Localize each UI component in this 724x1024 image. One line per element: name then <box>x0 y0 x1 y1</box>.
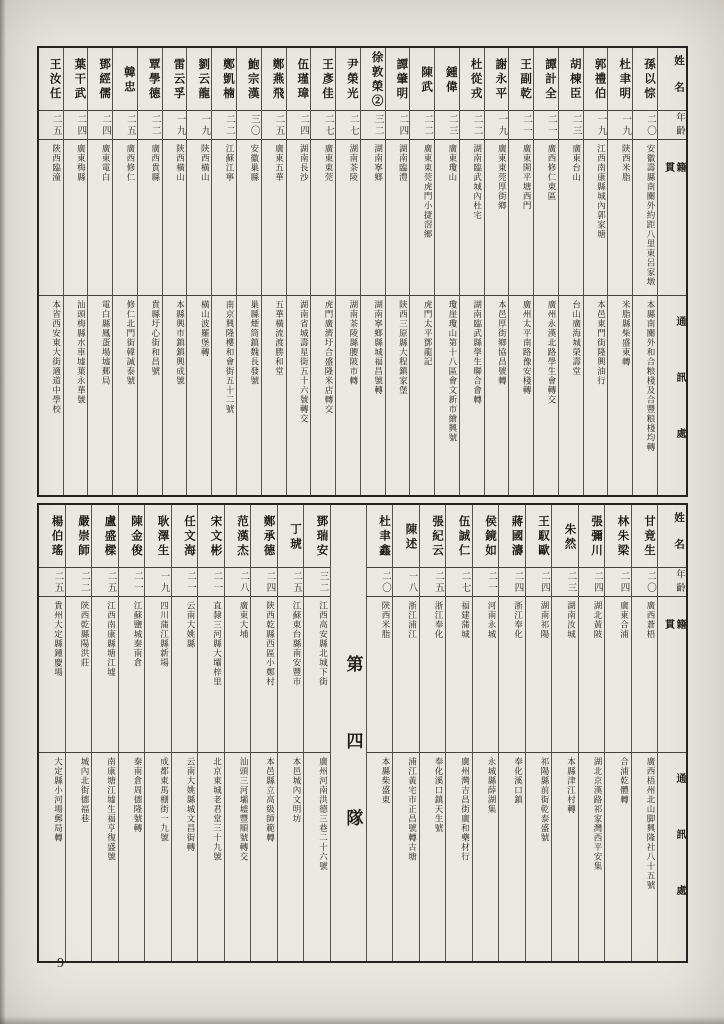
person-column <box>633 48 658 495</box>
person-native: 廣西貴縣 <box>138 140 162 296</box>
person-address: 虎門廣濟圩合盛隆米店轉交 <box>324 300 335 414</box>
person-age: 二一 <box>198 568 224 597</box>
person-column <box>66 505 93 961</box>
person-address: 本縣津江村轉 <box>566 757 577 814</box>
person-address: 貴縣圩心街和昌號 <box>150 300 161 376</box>
person-column <box>212 48 237 495</box>
person-address: 廣州灣吉昌街廣和藥材行 <box>460 757 471 862</box>
person-name: 朱然 <box>552 505 578 568</box>
person-native: 河南永城 <box>473 597 499 753</box>
person-address: 廣州太平南路豫安棧轉 <box>522 300 533 395</box>
person-native: 湖南寧鄉 <box>361 140 385 296</box>
person-address: 祁陽縣前街乾泰盛號 <box>540 757 550 843</box>
person-name: 宋文彬 <box>198 505 224 568</box>
person-address: 本邑東門街隆興油行 <box>596 300 607 386</box>
person-column <box>608 48 633 495</box>
page-number: 9 <box>57 956 64 971</box>
person-column <box>410 48 435 495</box>
person-native: 四川蒲江縣新場 <box>145 597 171 753</box>
person-column <box>251 505 278 961</box>
person-column <box>145 505 172 961</box>
person-name: 蔣國濤 <box>499 505 525 568</box>
person-age: 一九 <box>187 111 211 140</box>
person-name: 侯鏡如 <box>473 505 499 568</box>
person-name: 杜聿鑫 <box>367 505 393 568</box>
person-address: 本邑厚街鄉協昌號轉 <box>497 300 508 386</box>
person-column <box>287 48 312 495</box>
person-native: 安徽壽縣南關外約距八里東呂家墩 <box>633 140 657 296</box>
person-column <box>460 48 485 495</box>
row-header-native: 籍貫 <box>658 597 686 753</box>
person-name: 劉云龍 <box>187 48 211 111</box>
person-age: 一九 <box>145 568 171 597</box>
person-native: 廣東電白 <box>88 140 112 296</box>
person-native: 廣東梅縣 <box>64 140 88 296</box>
row-header-address: 通訊處 <box>674 773 685 941</box>
person-address: 汕頭梅縣水車墟葉永華號 <box>76 300 87 405</box>
person-name: 鄧瑞安 <box>304 505 330 568</box>
person-name: 鄭凱楠 <box>212 48 236 111</box>
person-name: 鄧經儒 <box>88 48 112 111</box>
person-name: 覃學德 <box>138 48 162 111</box>
person-column <box>225 505 252 961</box>
person-age: 二一 <box>172 568 198 597</box>
person-age: 二七 <box>311 111 335 140</box>
person-age: 二二 <box>460 111 484 140</box>
person-address: 南康塘江墟生福亨復盛號 <box>106 757 117 862</box>
person-column <box>64 48 89 495</box>
person-name: 鍾偉 <box>435 48 459 111</box>
person-native: 直隸三河縣大壩梓里 <box>198 597 224 753</box>
person-age: 二四 <box>64 111 88 140</box>
person-address: 台山廣海城榮壽堂 <box>571 300 582 376</box>
person-age: 二四 <box>251 568 277 597</box>
person-name: 王汝任 <box>39 48 63 111</box>
person-name: 范漢杰 <box>225 505 251 568</box>
person-age: 二二 <box>66 568 92 597</box>
person-native: 陝西米脂 <box>367 597 393 753</box>
person-address: 本縣柴盛東 <box>381 757 391 805</box>
person-age: 二四 <box>499 568 525 597</box>
person-address: 奉化溪口鎮天生號 <box>434 757 444 833</box>
person-address: 合浦乾體轉 <box>619 757 630 805</box>
person-native: 江西南康縣塘江墟 <box>92 597 118 753</box>
row-header-name: 姓名 <box>658 505 686 568</box>
person-native: 廣東五華 <box>262 140 286 296</box>
person-age: 二五 <box>278 568 304 597</box>
person-age: 二一 <box>534 111 558 140</box>
person-age: 二五 <box>39 568 65 597</box>
person-native: 廣東合浦 <box>605 597 631 753</box>
person-age: 二〇 <box>632 568 658 597</box>
person-name: 謝永平 <box>485 48 509 111</box>
person-native: 陝西橫山 <box>187 140 211 296</box>
person-age: 二四 <box>526 568 552 597</box>
person-age: 二七 <box>446 568 472 597</box>
person-address: 南京興隆樓和會街五十二號 <box>224 300 235 414</box>
row-header-age: 年齡 <box>658 568 686 597</box>
person-age: 二五 <box>262 111 286 140</box>
person-column <box>237 48 262 495</box>
person-native: 廣西修仁東區 <box>534 140 558 296</box>
person-column <box>361 48 386 495</box>
person-name: 王馭歐 <box>526 505 552 568</box>
person-age: 二二 <box>410 111 434 140</box>
person-native: 湖南茶陵 <box>336 140 360 296</box>
person-column <box>92 505 119 961</box>
person-name: 嚴崇師 <box>66 505 92 568</box>
person-address: 虎門太平鄧龍記 <box>423 300 434 367</box>
person-column <box>485 48 510 495</box>
person-name: 耿澤生 <box>145 505 171 568</box>
person-native: 廣東開平塘西門 <box>509 140 533 296</box>
person-address: 湖南寧鄉縣城福昌號轉 <box>373 300 384 395</box>
person-age: 二四 <box>88 111 112 140</box>
person-column <box>39 48 64 495</box>
person-age: 三二 <box>361 111 385 140</box>
person-age: 二四 <box>386 111 410 140</box>
company-divider-column <box>331 505 367 961</box>
person-native: 陝西乾縣西區小鄭村 <box>251 597 277 753</box>
person-native: 廣東東莞 <box>311 140 335 296</box>
person-address: 大定縣小河場郵局轉 <box>53 757 64 843</box>
person-age: 一八 <box>393 568 419 597</box>
person-name: 譚肇明 <box>386 48 410 111</box>
person-age: 二一 <box>509 111 533 140</box>
person-age: 二〇 <box>633 111 657 140</box>
person-name: 伍誠仁 <box>446 505 472 568</box>
person-address: 汕頭三河壩墟豐順號轉交 <box>239 757 249 862</box>
person-native: 湖南祁陽 <box>526 597 552 753</box>
person-address: 本邑縣立高級師範轉 <box>265 757 276 843</box>
person-native: 陝西米脂 <box>608 140 632 296</box>
person-column <box>605 505 632 961</box>
person-column <box>393 505 420 961</box>
person-address: 米脂縣柴盛東轉 <box>621 300 632 367</box>
person-native: 貴州大定縣鍾慶場 <box>39 597 65 753</box>
person-native: 江蘇東台縣南安豐市 <box>278 597 304 753</box>
person-column <box>632 505 659 961</box>
person-name: 王彥佳 <box>311 48 335 111</box>
person-column <box>119 505 146 961</box>
person-age: 二四 <box>287 111 311 140</box>
person-name: 張彌川 <box>579 505 605 568</box>
person-address: 湖南省城壽星街五十六號轉交 <box>299 300 310 424</box>
person-name: 陳金俊 <box>119 505 145 568</box>
person-address: 廣州永漢北路學生會轉交 <box>546 300 557 405</box>
person-name: 張紀云 <box>420 505 446 568</box>
person-age: 二五 <box>39 111 63 140</box>
person-native: 江蘇鹽城秦南倉 <box>119 597 145 753</box>
person-age: 二三 <box>435 111 459 140</box>
person-age: 二三 <box>552 568 578 597</box>
person-name: 胡棟臣 <box>559 48 583 111</box>
person-column <box>435 48 460 495</box>
person-address: 修仁北門街韓誠泰號 <box>125 300 136 386</box>
person-age: 二五 <box>92 568 118 597</box>
person-name: 譚計全 <box>534 48 558 111</box>
person-column <box>311 48 336 495</box>
person-age: 二二 <box>138 111 162 140</box>
person-name: 林朱梁 <box>605 505 631 568</box>
person-column <box>262 48 287 495</box>
person-name: 丁琥 <box>278 505 304 568</box>
person-column <box>198 505 225 961</box>
person-age: 一九 <box>584 111 608 140</box>
person-column <box>304 505 331 961</box>
person-name: 陳述 <box>393 505 419 568</box>
row-header-age: 年齡 <box>658 111 686 140</box>
person-age: 二五 <box>113 111 137 140</box>
person-name: 杜從戎 <box>460 48 484 111</box>
person-address: 橫山波羅堡轉 <box>200 300 211 357</box>
row-header-column <box>658 48 686 495</box>
person-column <box>579 505 606 961</box>
person-address: 北京東城老君堂三十九號 <box>212 757 223 862</box>
person-age: 三〇 <box>237 111 261 140</box>
person-name: 杜聿明 <box>608 48 632 111</box>
person-native: 廣西修仁 <box>113 140 137 296</box>
person-native: 湖南汝城 <box>552 597 578 753</box>
person-native: 廣東大埔 <box>225 597 251 753</box>
row-header-native: 籍貫 <box>658 140 686 296</box>
person-native: 陝西乾縣陽洪莊 <box>66 597 92 753</box>
person-address: 本縣南關外和合粮棧及合豐粮棧均轉 <box>646 300 656 452</box>
person-native: 浙江浦江 <box>393 597 419 753</box>
person-native: 廣東東莞虎門小捷滘鄉 <box>410 140 434 296</box>
person-age: 二四 <box>579 568 605 597</box>
person-column <box>386 48 411 495</box>
person-column <box>499 505 526 961</box>
roster-table-top <box>37 46 688 497</box>
person-age: 一九 <box>608 111 632 140</box>
person-column <box>446 505 473 961</box>
person-age: 三二 <box>304 568 330 597</box>
person-column <box>552 505 579 961</box>
person-age: 二一 <box>119 568 145 597</box>
person-name: 甘竟生 <box>632 505 658 568</box>
person-address: 秦南倉周德隆號轉 <box>133 757 143 833</box>
person-native: 廣東瓊山 <box>435 140 459 296</box>
company-divider-label: 第四隊 <box>343 655 363 886</box>
person-native: 安徽巢縣 <box>237 140 261 296</box>
person-address: 湖北京漢路祁家灣西平安集 <box>593 757 603 871</box>
person-column <box>88 48 113 495</box>
person-address: 成都東馬棚街一九號 <box>159 757 170 843</box>
person-name: 郭禮伯 <box>584 48 608 111</box>
person-name: 鮑宗漢 <box>237 48 261 111</box>
person-name: 韓忠 <box>113 48 137 111</box>
person-age: 二五 <box>420 568 446 597</box>
person-column <box>187 48 212 495</box>
person-native: 江西南康縣城內郭家塘 <box>584 140 608 296</box>
person-native: 福建蒲城 <box>446 597 472 753</box>
person-address: 云南大姚縣城文昌街轉 <box>186 757 196 852</box>
person-native: 廣西蒼梧 <box>632 597 658 753</box>
person-name: 鄭燕飛 <box>262 48 286 111</box>
person-address: 五華橫流渡勝和堂 <box>274 300 285 376</box>
person-native: 湖南長沙 <box>287 140 311 296</box>
person-column <box>138 48 163 495</box>
person-column <box>509 48 534 495</box>
person-column <box>584 48 609 495</box>
person-column <box>163 48 188 495</box>
person-age: 二八 <box>225 568 251 597</box>
person-age: 二〇 <box>367 568 393 597</box>
person-native: 江蘇江寧 <box>212 140 236 296</box>
person-column <box>534 48 559 495</box>
person-age: 一九 <box>163 111 187 140</box>
person-address: 廣西梧州北山脚興隆社八十五號 <box>646 757 656 890</box>
person-address: 奉化溪口鎮 <box>513 757 524 805</box>
roster-table-bottom <box>37 503 688 963</box>
person-native: 湖南臨武城內杜宅 <box>460 140 484 296</box>
person-native: 云南大姚縣 <box>172 597 198 753</box>
person-age: 二七 <box>336 111 360 140</box>
person-name: 楊伯瑤 <box>39 505 65 568</box>
person-name: 伍瑾璋 <box>287 48 311 111</box>
person-native: 廣東東莞厚街鄉 <box>485 140 509 296</box>
person-column <box>278 505 305 961</box>
person-address: 本省西安東大街適道中學校 <box>51 300 62 414</box>
person-name: 葉干武 <box>64 48 88 111</box>
person-column <box>559 48 584 495</box>
person-address: 浦江黃宅市正昌號轉古塘 <box>407 757 418 862</box>
person-column <box>172 505 199 961</box>
person-age: 二三 <box>559 111 583 140</box>
person-age: 二四 <box>605 568 631 597</box>
person-address: 電白縣鳳蛋場墟郵局 <box>101 300 112 386</box>
person-native: 陝西臨潼 <box>39 140 63 296</box>
person-name: 雷云孚 <box>163 48 187 111</box>
person-native: 湖南臨澧 <box>386 140 410 296</box>
person-name: 尹榮光 <box>336 48 360 111</box>
person-column <box>526 505 553 961</box>
person-address: 本邑城內文明坊 <box>292 757 302 824</box>
person-native: 江西高安縣北城下街 <box>304 597 330 753</box>
person-column <box>473 505 500 961</box>
person-address: 瓊崖瓊山第十八區會文新市繪興號 <box>447 300 458 443</box>
person-address: 城內北街德福巷 <box>80 757 90 824</box>
person-column <box>39 505 66 961</box>
person-address: 本縣興市鎮鎮興成號 <box>175 300 186 386</box>
person-address: 廣州河南洪德三巷二十六號 <box>318 757 329 871</box>
row-header-name: 姓名 <box>658 48 686 111</box>
person-column <box>367 505 394 961</box>
person-name: 鄭承德 <box>251 505 277 568</box>
person-address: 永城縣薛湖集 <box>487 757 497 814</box>
person-name: 孫以悰 <box>633 48 657 111</box>
person-name: 徐敦榮② <box>361 48 385 111</box>
person-column <box>420 505 447 961</box>
person-address: 巢縣煙筒鎮魏長發號 <box>249 300 260 386</box>
person-address: 湖南臨武縣學生聯合會轉 <box>472 300 483 405</box>
person-address: 陝西三原縣大程鎮家堡 <box>398 300 409 395</box>
person-name: 陳武 <box>410 48 434 111</box>
person-age: 二一 <box>473 568 499 597</box>
person-name: 任文海 <box>172 505 198 568</box>
person-column <box>336 48 361 495</box>
person-name: 盧盛樑 <box>92 505 118 568</box>
person-address: 湖南茶陵縣腰陂市轉 <box>348 300 359 386</box>
row-header-column <box>658 505 686 961</box>
person-column <box>113 48 138 495</box>
person-native: 浙江奉化 <box>499 597 525 753</box>
person-native: 浙江奉化 <box>420 597 446 753</box>
row-header-address: 通訊處 <box>674 316 685 484</box>
person-age: 一九 <box>485 111 509 140</box>
person-age: 二二 <box>212 111 236 140</box>
person-native: 廣東台山 <box>559 140 583 296</box>
person-native: 陝西橫山 <box>163 140 187 296</box>
person-name: 王副乾 <box>509 48 533 111</box>
person-native: 湖北黃陂 <box>579 597 605 753</box>
